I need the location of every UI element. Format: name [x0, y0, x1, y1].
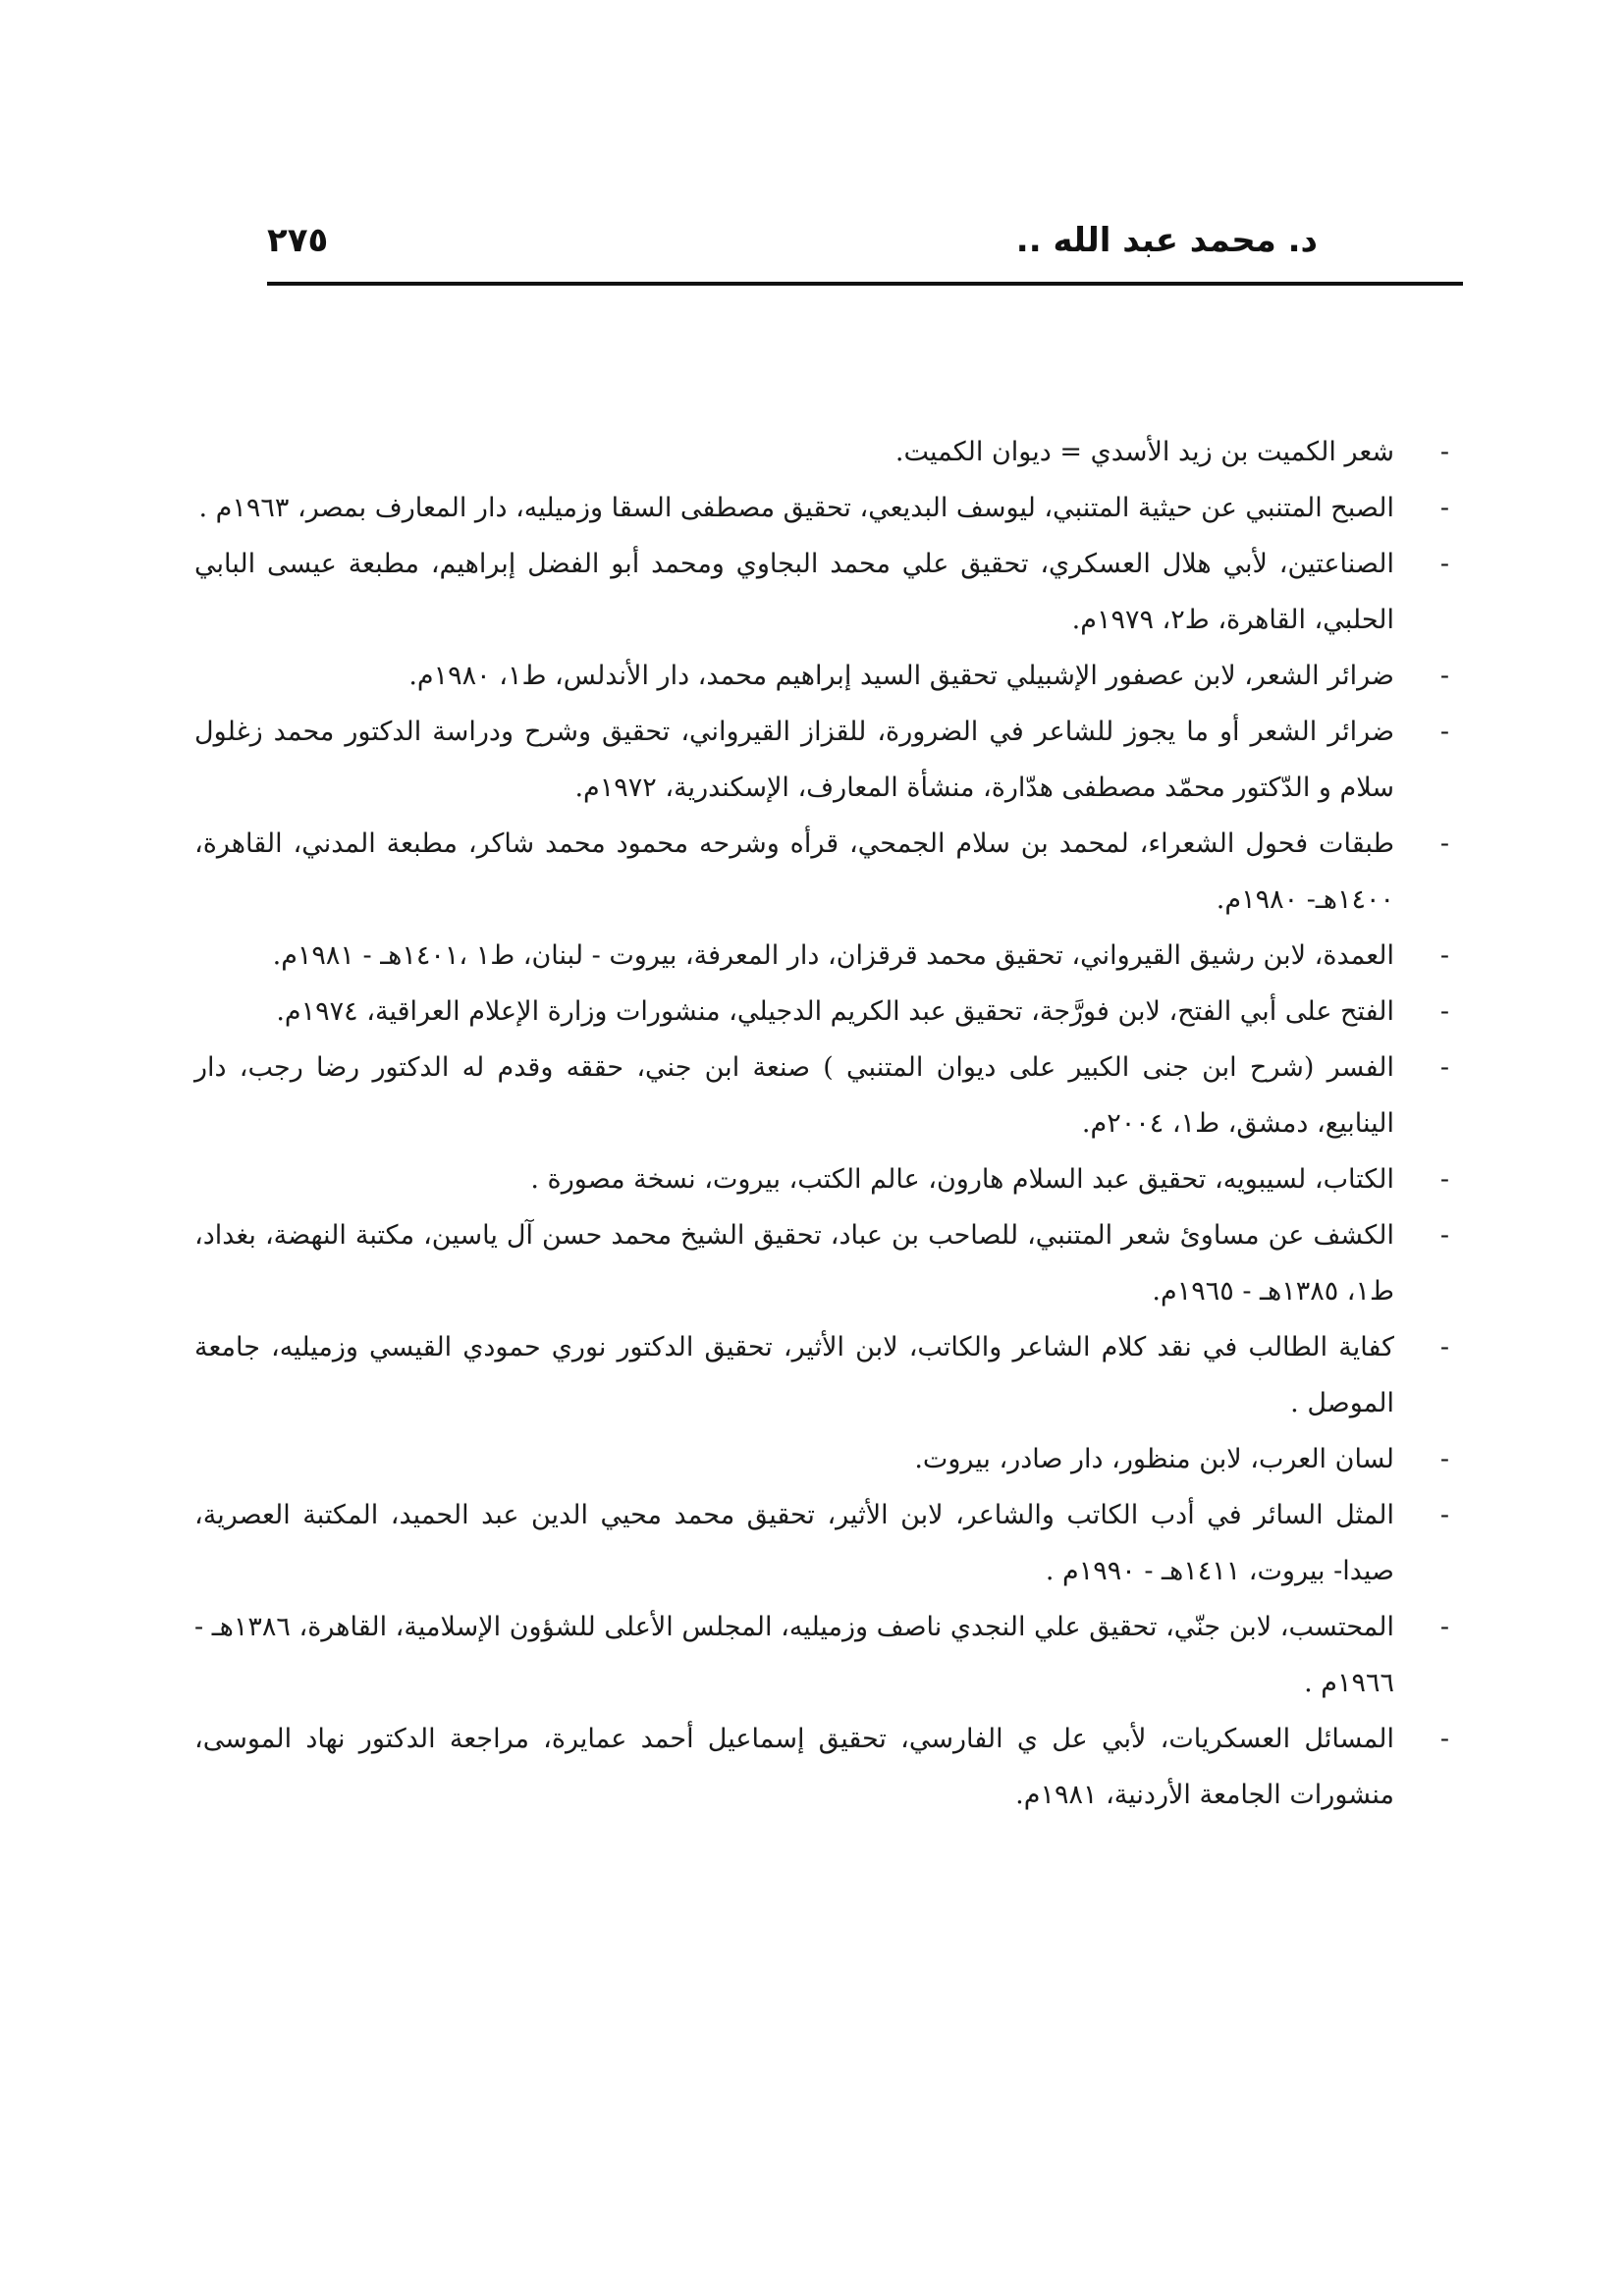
reference-text: الصبح المتنبي عن حيثية المتنبي، ليوسف البديعي، تحقيق مصطفى السقا وزميليه، دار المعارف بمصر، ١٩٦٣م .	[198, 493, 1394, 523]
reference-entry	[194, 536, 1449, 648]
list-bullet: -	[1439, 940, 1449, 971]
reference-text: المثل السائر في أدب الكاتب والشاعر، لابن الأثير، تحقيق محمد محيي الدين عبد الحميد، المكتبة العصرية، صيدا- بيروت، ١٤١١هـ - ١٩٩٠م .	[194, 1500, 1394, 1586]
reference-text: ضرائر الشعر، لابن عصفور الإشبيلي تحقيق السيد إبراهيم محمد، دار الأندلس، ط١، ١٩٨٠م.	[408, 661, 1394, 691]
reference-entry	[194, 648, 1449, 704]
reference-entry	[194, 1151, 1449, 1207]
list-bullet: -	[1439, 996, 1449, 1027]
reference-entry	[194, 1207, 1449, 1319]
reference-entry	[194, 424, 1449, 480]
reference-entry	[194, 816, 1449, 928]
reference-entry	[194, 928, 1449, 984]
reference-entry	[194, 1431, 1449, 1487]
page-header	[267, 211, 1463, 290]
list-bullet: -	[1439, 1332, 1449, 1362]
reference-text: الكتاب، لسيبويه، تحقيق عبد السلام هارون، عالم الكتب، بيروت، نسخة مصورة .	[530, 1164, 1394, 1195]
reference-text: الفتح على أبي الفتح، لابن فورَّجة، تحقيق عبد الكريم الدجيلي، منشورات وزارة الإعلام العراقية، ١٩٧٤م.	[276, 996, 1394, 1027]
list-bullet: -	[1439, 549, 1449, 579]
reference-text: الكشف عن مساوئ شعر المتنبي، للصاحب بن عباد، تحقيق الشيخ محمد حسن آل ياسين، مكتبة النهضة، بغداد، ط١، ١٣٨٥هـ - ١٩٦٥م.	[194, 1220, 1394, 1307]
reference-entry	[194, 1599, 1449, 1711]
reference-entry	[194, 480, 1449, 536]
reference-text: العمدة، لابن رشيق القيرواني، تحقيق محمد قرقزان، دار المعرفة، بيروت - لبنان، ط١ ،١٤٠١هـ - ١٩٨١م.	[272, 940, 1394, 971]
list-bullet: -	[1439, 661, 1449, 691]
reference-entry	[194, 704, 1449, 816]
reference-text: المسائل العسكريات، لأبي عل ي الفارسي، تحقيق إسماعيل أحمد عمايرة، مراجعة الدكتور نهاد الموسى، منشورات الجامعة الأردنية، ١٩٨١م.	[194, 1724, 1394, 1810]
list-bullet: -	[1439, 1220, 1449, 1251]
header-divider	[267, 282, 1463, 286]
reference-text: طبقات فحول الشعراء، لمحمد بن سلام الجمحي، قرأه وشرحه محمود محمد شاكر، مطبعة المدني، القاهرة، ١٤٠٠هـ- ١٩٨٠م.	[194, 828, 1394, 915]
reference-list	[194, 424, 1449, 1823]
reference-entry	[194, 1487, 1449, 1599]
page-number: ٢٧٥	[267, 221, 329, 260]
reference-entry	[194, 1040, 1449, 1151]
reference-text: كفاية الطالب في نقد كلام الشاعر والكاتب، لابن الأثير، تحقيق الدكتور نوري حمودي القيسي وزميليه، جامعة الموصل .	[194, 1332, 1394, 1418]
reference-text: المحتسب، لابن جنّي، تحقيق علي النجدي ناصف وزميليه، المجلس الأعلى للشؤون الإسلامية، القاهرة، ١٣٨٦هـ - ١٩٦٦م .	[194, 1612, 1394, 1698]
running-header-author: د. محمد عبد الله ..	[1015, 221, 1318, 260]
reference-text: الصناعتين، لأبي هلال العسكري، تحقيق علي محمد البجاوي ومحمد أبو الفضل إبراهيم، مطبعة عيسى البابي الحلبي، القاهرة، ط٢، ١٩٧٩م.	[194, 549, 1394, 635]
list-bullet: -	[1439, 1444, 1449, 1474]
list-bullet: -	[1439, 1612, 1449, 1642]
reference-text: الفسر (شرح ابن جنى الكبير على ديوان المتنبي ) صنعة ابن جني، حققه وقدم له الدكتور رضا رجب، دار الينابيع، دمشق، ط١، ٢٠٠٤م.	[194, 1052, 1394, 1139]
reference-text: لسان العرب، لابن منظور، دار صادر، بيروت.	[914, 1444, 1394, 1474]
list-bullet: -	[1439, 437, 1449, 467]
reference-text: ضرائر الشعر أو ما يجوز للشاعر في الضرورة، للقزاز القيرواني، تحقيق وشرح ودراسة الدكتور محمد زغلول سلام و الدّكتور محمّد مصطفى هدّارة، منشأة المعارف، الإسكندرية، ١٩٧٢م.	[194, 717, 1394, 803]
reference-text: شعر الكميت بن زيد الأسدي = ديوان الكميت.	[894, 437, 1394, 467]
list-bullet: -	[1439, 1500, 1449, 1530]
reference-entry	[194, 1711, 1449, 1823]
list-bullet: -	[1439, 717, 1449, 747]
list-bullet: -	[1439, 1724, 1449, 1754]
list-bullet: -	[1439, 1052, 1449, 1083]
list-bullet: -	[1439, 828, 1449, 859]
list-bullet: -	[1439, 1164, 1449, 1195]
list-bullet: -	[1439, 493, 1449, 523]
reference-entry	[194, 984, 1449, 1040]
reference-entry	[194, 1319, 1449, 1431]
